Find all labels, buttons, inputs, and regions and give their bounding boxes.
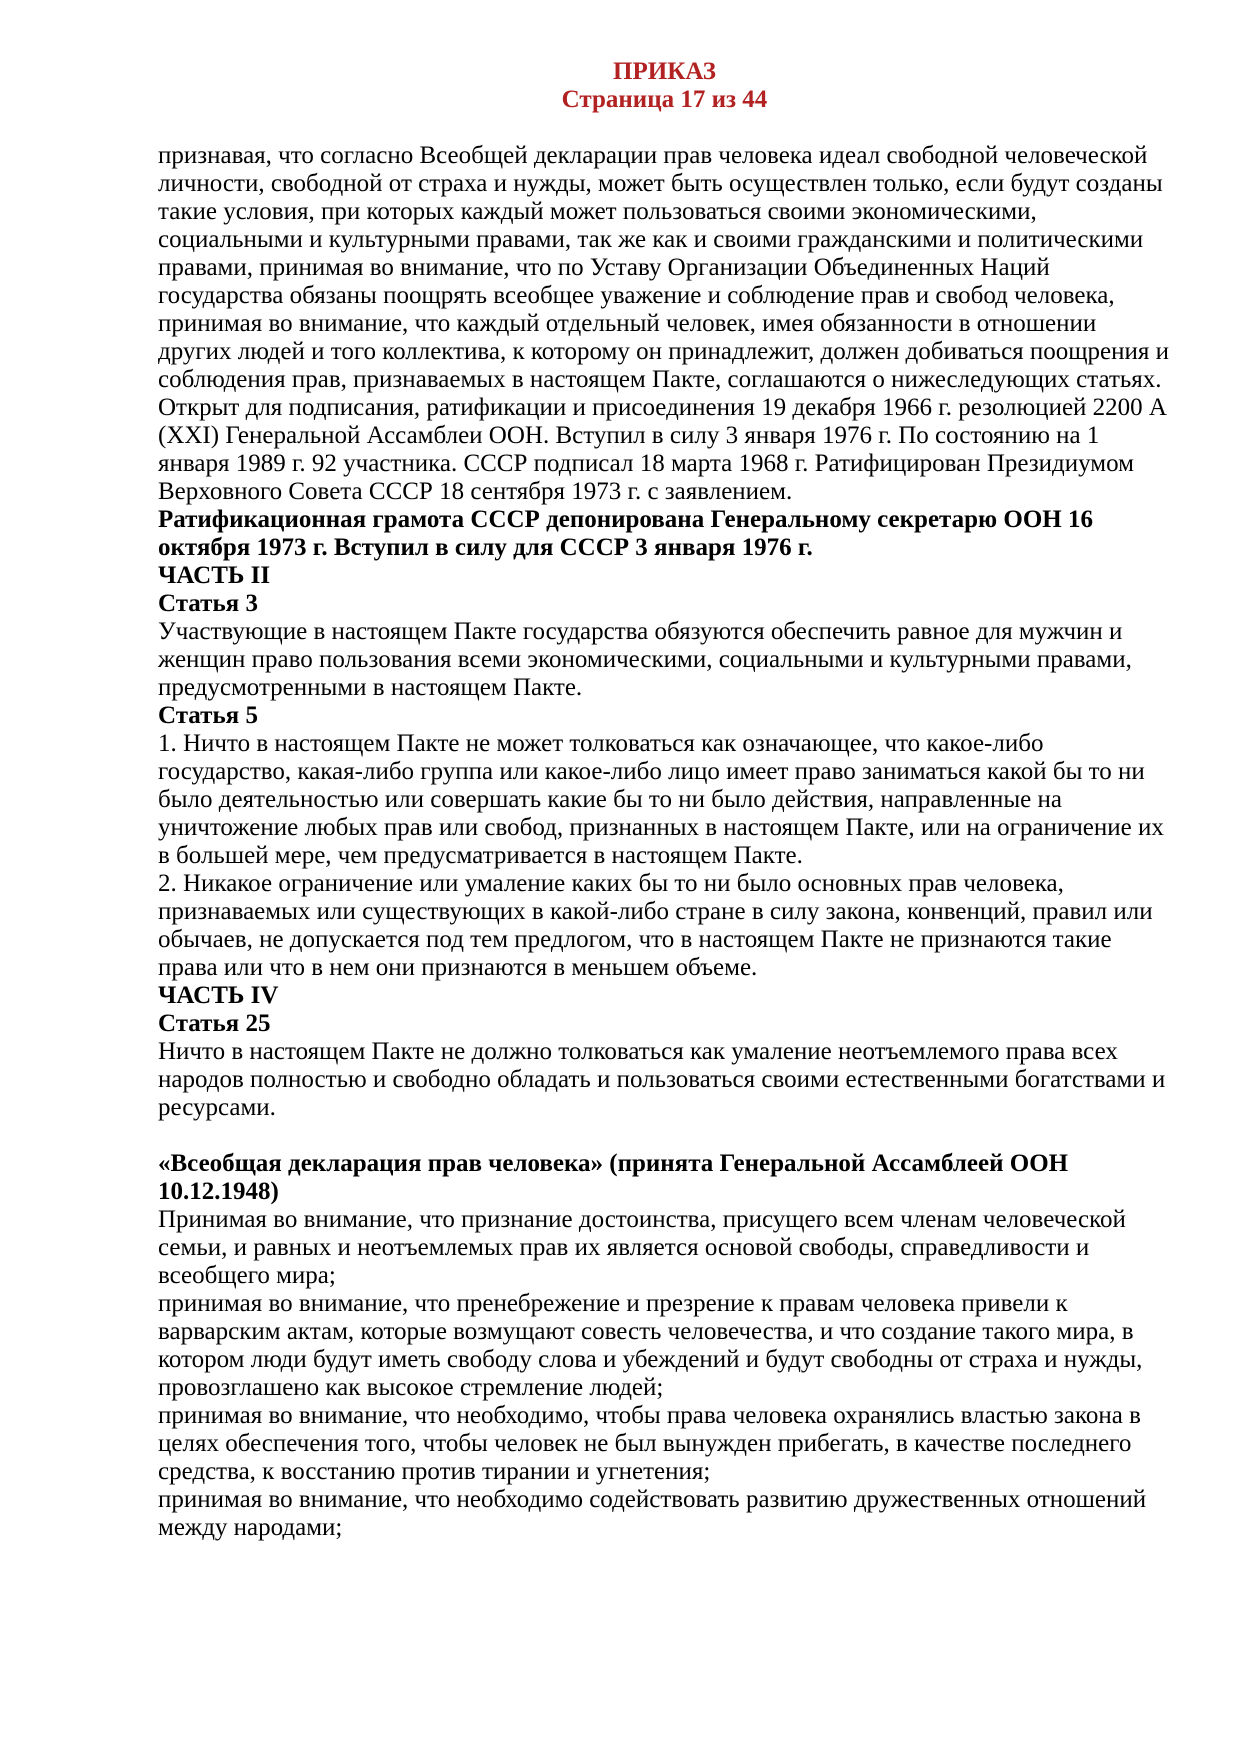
page-header — [158, 58, 1171, 114]
paragraph: Ничто в настоящем Пакте не должно толковаться как умаление неотъемлемого права всех народов полностью и свободно обладать и пользоваться своими естественными богатствами и ресурсами. — [158, 1038, 1166, 1121]
paragraph: Открыт для подписания, ратификации и присоединения 19 декабря 1966 г. резолюцией 2200 А (XXI) Генеральной Ассамблеи ООН. Вступил в силу 3 января 1976 г. По состоянию на 1 января 1989 г. 92 участника. СССР подписал 18 марта 1968 г. Ратифицирован Президиумом Верховного Совета СССР 18 сентября 1973 г. с заявлением. — [158, 394, 1167, 505]
paragraph: принимая во внимание, что необходимо содействовать развитию дружественных отношений между народами; — [158, 1486, 1147, 1541]
paragraph: Принимая во внимание, что признание достоинства, присущего всем членам человеческой семьи, и равных и неотъемлемых прав их является основой свободы, справедливости и всеобщего мира; — [158, 1206, 1126, 1289]
section-heading: ЧАСТЬ IV — [158, 982, 279, 1009]
paragraph: 2. Никакое ограничение или умаление каких бы то ни было основных прав человека, признаваемых или существующих в какой-либо стране в силу закона, конвенций, правил или обычаев, не допускается под тем предлогом, что в настоящем Пакте не признаются такие права или что в нем они признаются в меньшем объеме. — [158, 870, 1153, 981]
paragraph: принимая во внимание, что необходимо, чтобы права человека охранялись властью закона в целях обеспечения того, чтобы человек не был вынужден прибегать, в качестве последнего средства, к восстанию против тирании и угнетения; — [158, 1402, 1141, 1485]
paragraph: принимая во внимание, что пренебрежение и презрение к правам человека привели к варварским актам, которые возмущают совесть человечества, и что создание такого мира, в котором люди будут иметь свободу слова и убеждений и будут свободны от страха и нужды, провозглашено как высокое стремление людей; — [158, 1290, 1143, 1401]
paragraph: «Всеобщая декларация прав человека» (принята Генеральной Ассамблеей ООН 10.12.1948) — [158, 1150, 1069, 1205]
paragraph: Участвующие в настоящем Пакте государства обязуются обеспечить равное для мужчин и женщин право пользования всеми экономическими, социальными и культурными правами, предусмотренными в настоящем Пакте. — [158, 618, 1132, 701]
section-heading: Статья 25 — [158, 1010, 271, 1037]
page-indicator: Страница 17 из 44 — [561, 86, 768, 113]
paragraph: признавая, что согласно Всеобщей декларации прав человека идеал свободной человеческой личности, свободной от страха и нужды, может быть осуществлен только, если будут созданы такие условия, при которых каждый может пользоваться своими экономическими, социальными и культурными правами, так же как и своими гражданскими и политическими правами, принимая во внимание, что по Уставу Организации Объединенных Наций государства обязаны поощрять всеобщее уважение и соблюдение прав и свобод человека, принимая во внимание, что каждый отдельный человек, имея обязанности в отношении других людей и того коллектива, к которому он принадлежит, должен добиваться поощрения и соблюдения прав, признаваемых в настоящем Пакте, соглашаются о нижеследующих статьях. — [158, 142, 1170, 393]
document-title: ПРИКАЗ — [613, 58, 716, 85]
paragraph: Ратификационная грамота СССР депонирована Генеральному секретарю ООН 16 октября 1973 г. Вступил в силу для СССР 3 января 1976 г. — [158, 506, 1093, 561]
section-heading: ЧАСТЬ II — [158, 562, 271, 589]
document-body — [158, 142, 1171, 1542]
section-heading: Статья 3 — [158, 590, 258, 617]
section-heading: Статья 5 — [158, 702, 258, 729]
paragraph: 1. Ничто в настоящем Пакте не может толковаться как означающее, что какое-либо государство, какая-либо группа или какое-либо лицо имеет право заниматься какой бы то ни было деятельностью или совершать какие бы то ни было действия, направленные на уничтожение любых прав или свобод, признанных в настоящем Пакте, или на ограничение их в большей мере, чем предусматривается в настоящем Пакте. — [158, 730, 1164, 869]
